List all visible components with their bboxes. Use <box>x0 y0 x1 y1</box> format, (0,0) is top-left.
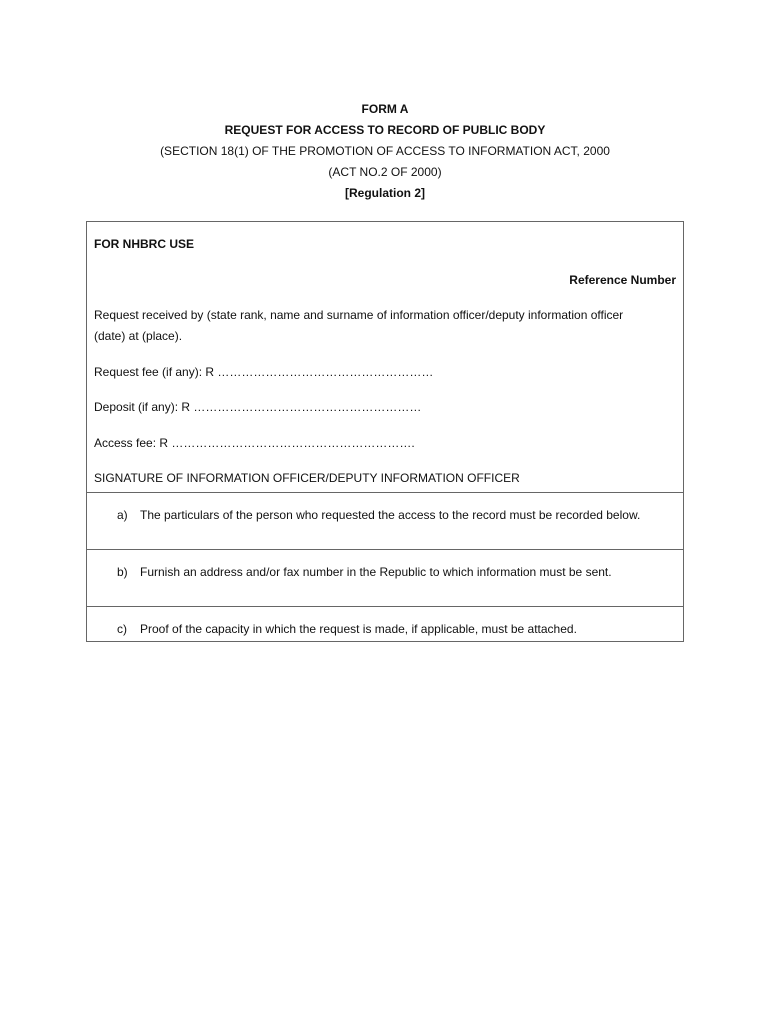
item-text: Furnish an address and/or fax number in the Republic to which information must be sent. <box>140 565 612 579</box>
office-use-box <box>86 221 684 642</box>
received-by-text-cont: (date) at (place). <box>94 329 183 343</box>
item-text: The particulars of the person who requested the access to the record must be recorded below. <box>140 508 641 522</box>
act-reference: (ACT NO.2 OF 2000) <box>328 165 442 179</box>
item-letter: c) <box>117 622 127 636</box>
form-title: FORM A <box>361 102 409 116</box>
regulation-reference: [Regulation 2] <box>345 186 425 200</box>
deposit-field: Deposit (if any): R ………………………………………………… <box>94 400 422 414</box>
item-text: Proof of the capacity in which the request is made, if applicable, must be attached. <box>140 622 577 636</box>
signature-label: SIGNATURE OF INFORMATION OFFICER/DEPUTY INFORMATION OFFICER <box>94 471 520 485</box>
access-fee-field: Access fee: R ……………………………………………………. <box>94 436 415 450</box>
item-letter: b) <box>117 565 128 579</box>
section-reference: (SECTION 18(1) OF THE PROMOTION OF ACCESS TO INFORMATION ACT, 2000 <box>160 144 610 158</box>
received-by-text: Request received by (state rank, name and surname of information officer/deputy information officer <box>94 308 624 322</box>
divider <box>87 549 683 550</box>
divider <box>87 606 683 607</box>
office-use-heading: FOR NHBRC USE <box>94 237 195 251</box>
form-header <box>0 99 770 204</box>
reference-number-label: Reference Number <box>569 273 676 287</box>
item-letter: a) <box>117 508 128 522</box>
request-fee-field: Request fee (if any): R ……………………………………………… <box>94 365 434 379</box>
divider <box>87 492 683 493</box>
request-title: REQUEST FOR ACCESS TO RECORD OF PUBLIC BODY <box>224 123 546 137</box>
